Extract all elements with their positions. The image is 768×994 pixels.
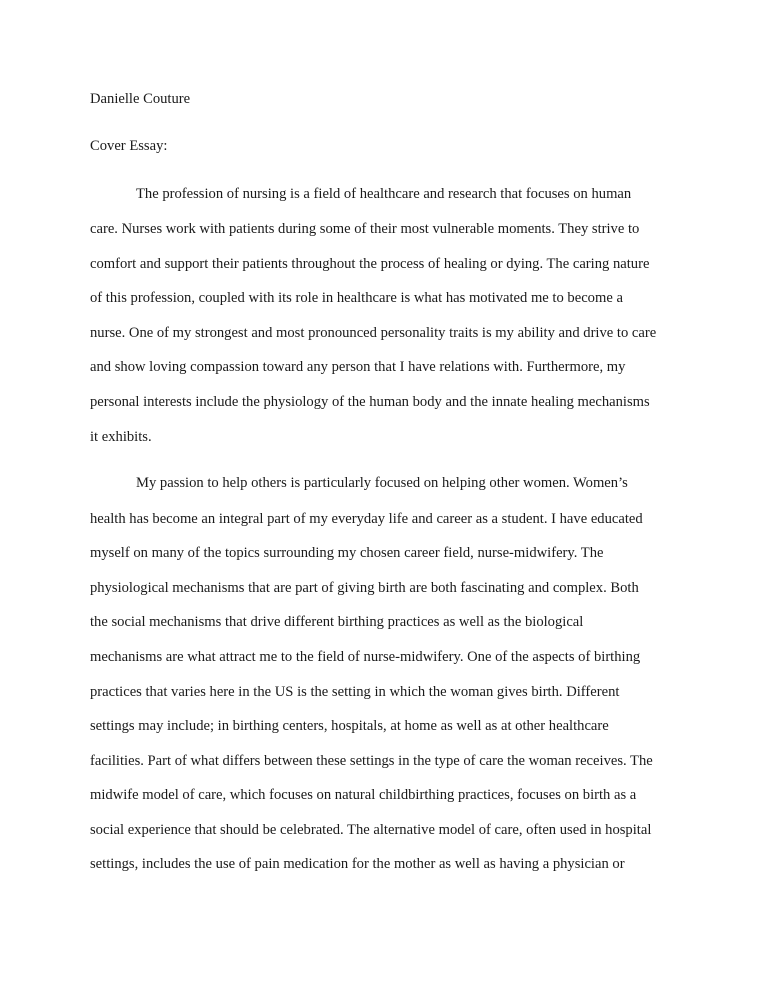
paragraph-line: personal interests include the physiology of the human body and the innate healing mechanisms [90, 394, 650, 410]
paragraph-line: settings may include; in birthing centers, hospitals, at home as well as at other healthcare [90, 718, 609, 734]
paragraph-line: nurse. One of my strongest and most pronounced personality traits is my ability and drive to care [90, 325, 657, 341]
essay-heading: Cover Essay: [90, 138, 168, 154]
paragraph-line: it exhibits. [90, 429, 152, 445]
paragraph-line: social experience that should be celebrated. The alternative model of care, often used in hospital [90, 822, 652, 838]
paragraph-line: care. Nurses work with patients during some of their most vulnerable moments. They strive to [90, 221, 640, 237]
paragraph-line: physiological mechanisms that are part of giving birth are both fascinating and complex. Both [90, 580, 639, 596]
paragraph-line: mechanisms are what attract me to the field of nurse-midwifery. One of the aspects of birthing [90, 649, 641, 665]
paragraph-line: health has become an integral part of my everyday life and career as a student. I have educated [90, 511, 643, 527]
paragraph-line: the social mechanisms that drive different birthing practices as well as the biological [90, 614, 584, 630]
paragraph-line: and show loving compassion toward any person that I have relations with. Furthermore, my [90, 359, 626, 375]
author-name: Danielle Couture [90, 91, 191, 107]
paragraph-line: My passion to help others is particularly focused on helping other women. Women’s [136, 475, 628, 491]
paragraph-line: settings, includes the use of pain medication for the mother as well as having a physician or [90, 856, 625, 872]
paragraph-line: of this profession, coupled with its role in healthcare is what has motivated me to become a [90, 290, 623, 306]
paragraph-line: facilities. Part of what differs between these settings in the type of care the woman receives. The [90, 753, 653, 769]
paragraph-line: The profession of nursing is a field of healthcare and research that focuses on human [136, 186, 632, 202]
paragraph-line: comfort and support their patients throughout the process of healing or dying. The caring nature [90, 256, 650, 272]
paragraph-line: myself on many of the topics surrounding my chosen career field, nurse-midwifery. The [90, 545, 604, 561]
paragraph-line: practices that varies here in the US is the setting in which the woman gives birth. Different [90, 684, 620, 700]
paragraph-line: midwife model of care, which focuses on natural childbirthing practices, focuses on birth as a [90, 787, 637, 803]
